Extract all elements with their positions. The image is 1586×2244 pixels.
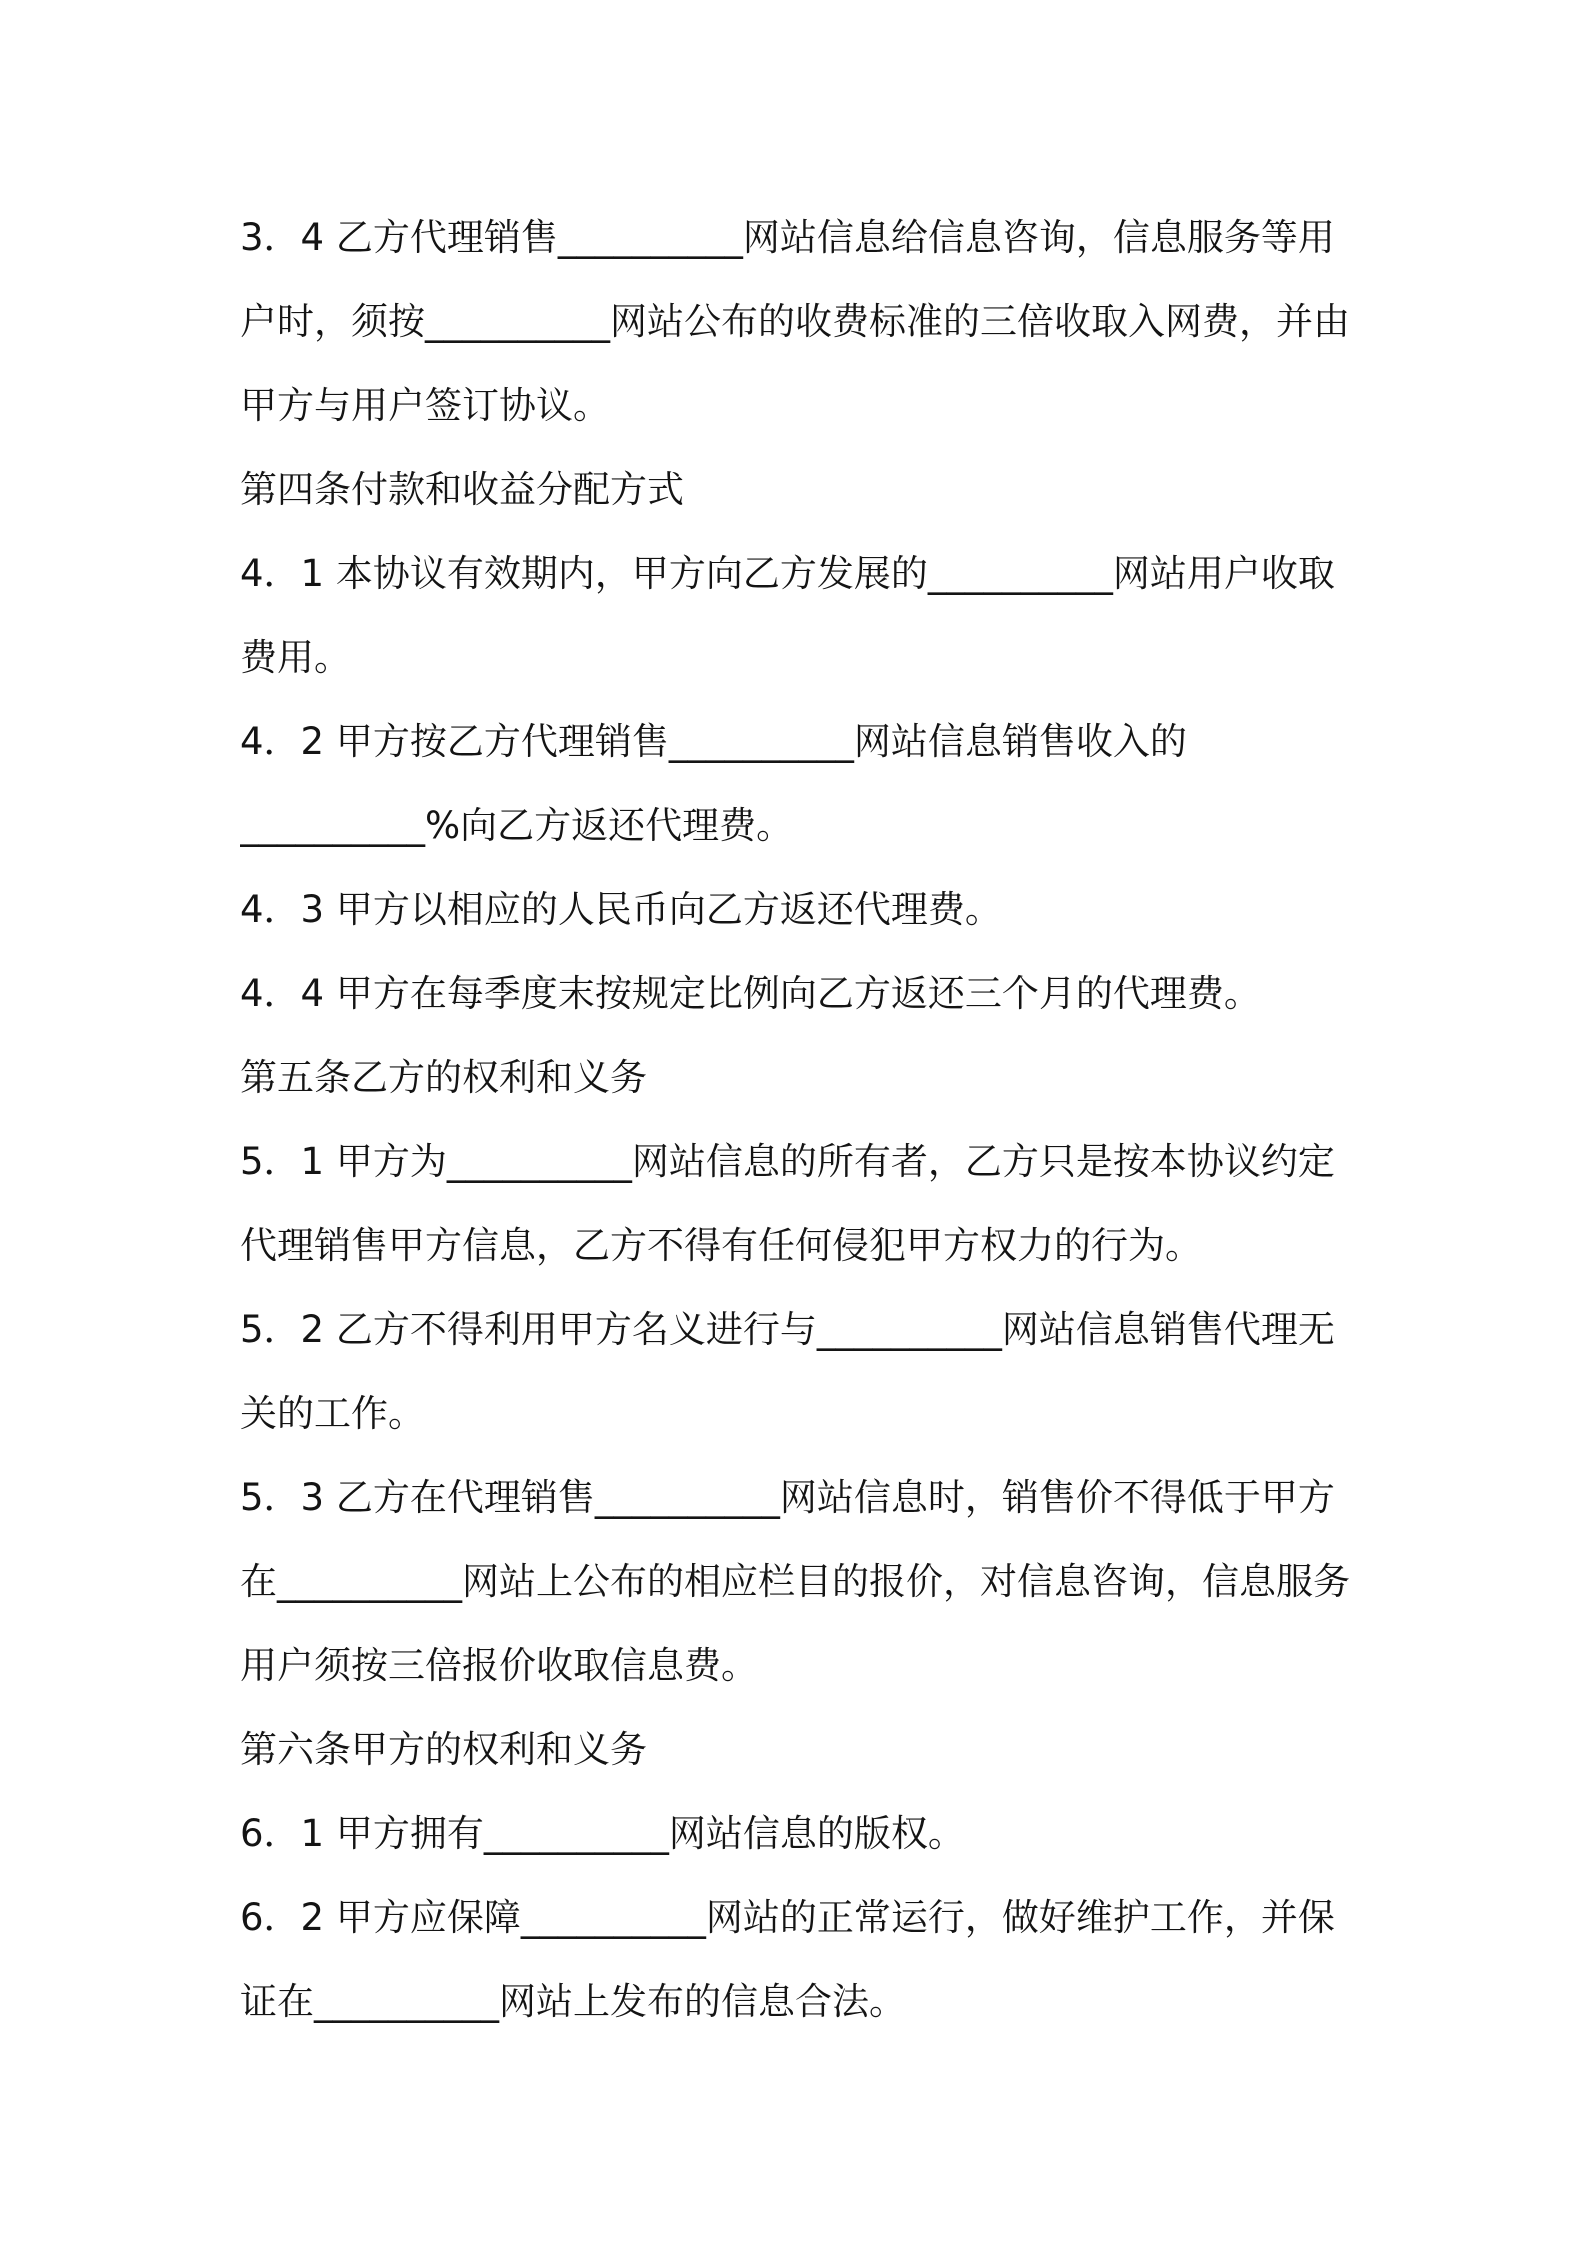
- paragraph-line: 4．2 甲方按乙方代理销售__________网站信息销售收入的: [240, 720, 1187, 763]
- paragraph-line: 在__________网站上公布的相应栏目的报价，对信息咨询，信息服务: [240, 1560, 1350, 1603]
- paragraph-line: 甲方与用户签订协议。: [240, 384, 610, 427]
- section-heading: 第五条乙方的权利和义务: [240, 1056, 647, 1099]
- paragraph-line: 代理销售甲方信息，乙方不得有任何侵犯甲方权力的行为。: [240, 1224, 1202, 1267]
- section-heading: 第六条甲方的权利和义务: [240, 1728, 647, 1771]
- paragraph-line: 5．2 乙方不得利用甲方名义进行与__________网站信息销售代理无: [240, 1308, 1335, 1351]
- paragraph-line: 6．2 甲方应保障__________网站的正常运行，做好维护工作，并保: [240, 1896, 1335, 1939]
- paragraph-line: 4．1 本协议有效期内，甲方向乙方发展的__________网站用户收取: [240, 552, 1335, 595]
- paragraph-line: 户时，须按__________网站公布的收费标准的三倍收取入网费，并由: [240, 300, 1350, 343]
- paragraph-line: 用户须按三倍报价收取信息费。: [240, 1644, 758, 1687]
- paragraph-line: 3．4 乙方代理销售__________网站信息给信息咨询，信息服务等用: [240, 216, 1335, 259]
- paragraph-line: 4．3 甲方以相应的人民币向乙方返还代理费。: [240, 888, 1002, 931]
- paragraph-line: 证在__________网站上发布的信息合法。: [240, 1980, 906, 2023]
- section-heading: 第四条付款和收益分配方式: [240, 468, 684, 511]
- paragraph-line: 费用。: [240, 636, 351, 679]
- paragraph-line: 4．4 甲方在每季度末按规定比例向乙方返还三个月的代理费。: [240, 972, 1261, 1015]
- paragraph-line: __________%向乙方返还代理费。: [240, 804, 794, 847]
- paragraph-line: 5．1 甲方为__________网站信息的所有者，乙方只是按本协议约定: [240, 1140, 1335, 1183]
- paragraph-line: 5．3 乙方在代理销售__________网站信息时，销售价不得低于甲方: [240, 1476, 1335, 1519]
- paragraph-line: 关的工作。: [240, 1392, 425, 1435]
- document-body: [240, 196, 1370, 2044]
- paragraph-line: 6．1 甲方拥有__________网站信息的版权。: [240, 1812, 965, 1855]
